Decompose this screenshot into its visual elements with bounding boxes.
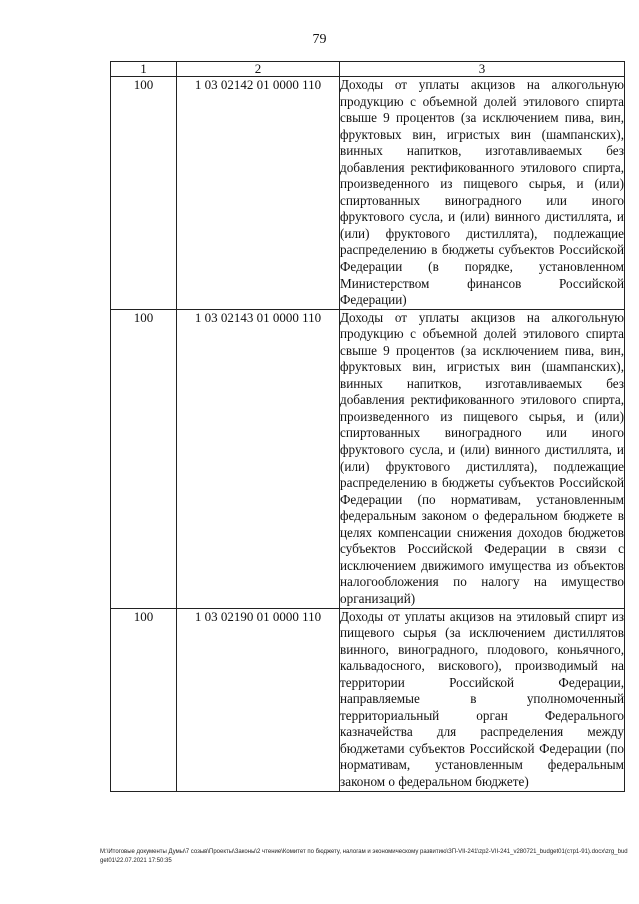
description-text: Доходы от уплаты акцизов на алкогольную продукцию с объемной долей этилового спирта свыше 9 процентов (за исключением пива, вин, фруктовых вин, игристых вин (шампанских), винных напитков, изготавливаемых без добавления ректификованного этилового спирта, произведенного из пищевого сырья, и (или) спиртованных виноградного или иного фруктового сусла, и (или) винного дистиллята, и (или) фруктового дистиллята), подлежащие распределению в бюджеты субъектов Российской Федерации (в порядке, установленном Министерством финансов Российской Федерации) <box>340 77 624 308</box>
column-header-1: 1 <box>111 62 177 77</box>
admin-code-cell: 100 <box>111 608 177 791</box>
kbk-code-cell: 1 03 02142 01 0000 110 <box>177 77 340 310</box>
kbk-code-cell: 1 03 02143 01 0000 110 <box>177 309 340 608</box>
table-row <box>111 309 625 608</box>
column-header-2: 2 <box>177 62 340 77</box>
column-header-3: 3 <box>340 62 625 77</box>
file-path-footer: М:\Итоговые документы Думы\7 созыв\Проекты\Законы\2 чтение\Комитет по бюджету, налогам и экономическому развитию\ЗП-VII-241\zp2-VII-241_v280721_budget01(стр1-91).docx\zrg_budget01\22.07.2021 17:50:35 <box>100 849 628 864</box>
description-text: Доходы от уплаты акцизов на этиловый спирт из пищевого сырья (за исключением дистиллятов винного, виноградного, плодового, коньячного, кальвадосного, вискового), производимый на территории Российской Федерации, направляемые в уполномоченный территориальный орган Федерального казначейства для распределения между бюджетами субъектов Российской Федерации (по нормативам, установленным федеральным законом о федеральном бюджете) <box>340 608 624 789</box>
admin-code-cell: 100 <box>111 77 177 310</box>
page-number: 79 <box>312 32 327 47</box>
kbk-code-cell: 1 03 02190 01 0000 110 <box>177 608 340 791</box>
table-row <box>111 608 625 791</box>
description-cell <box>340 608 625 791</box>
budget-code-table <box>110 61 625 792</box>
admin-code-cell: 100 <box>111 309 177 608</box>
table-row <box>111 77 625 310</box>
description-cell <box>340 77 625 310</box>
table-header-row <box>111 62 625 77</box>
description-text: Доходы от уплаты акцизов на алкогольную продукцию с объемной долей этилового спирта свыше 9 процентов (за исключением пива, вин, фруктовых вин, игристых вин (шампанских), винных напитков, изготавливаемых без добавления ректификованного этилового спирта, произведенного из пищевого сырья, и (или) спиртованных виноградного или иного фруктового сусла, и (или) винного дистиллята, и (или) фруктового дистиллята), подлежащие распределению в бюджеты субъектов Российской Федерации (по нормативам, установленным федеральным законом о федеральном бюджете в целях компенсации снижения доходов бюджетов субъектов Российской Федерации в связи с исключением движимого имущества из объектов налогообложения по налогу на имущество организаций) <box>340 309 624 606</box>
description-cell <box>340 309 625 608</box>
